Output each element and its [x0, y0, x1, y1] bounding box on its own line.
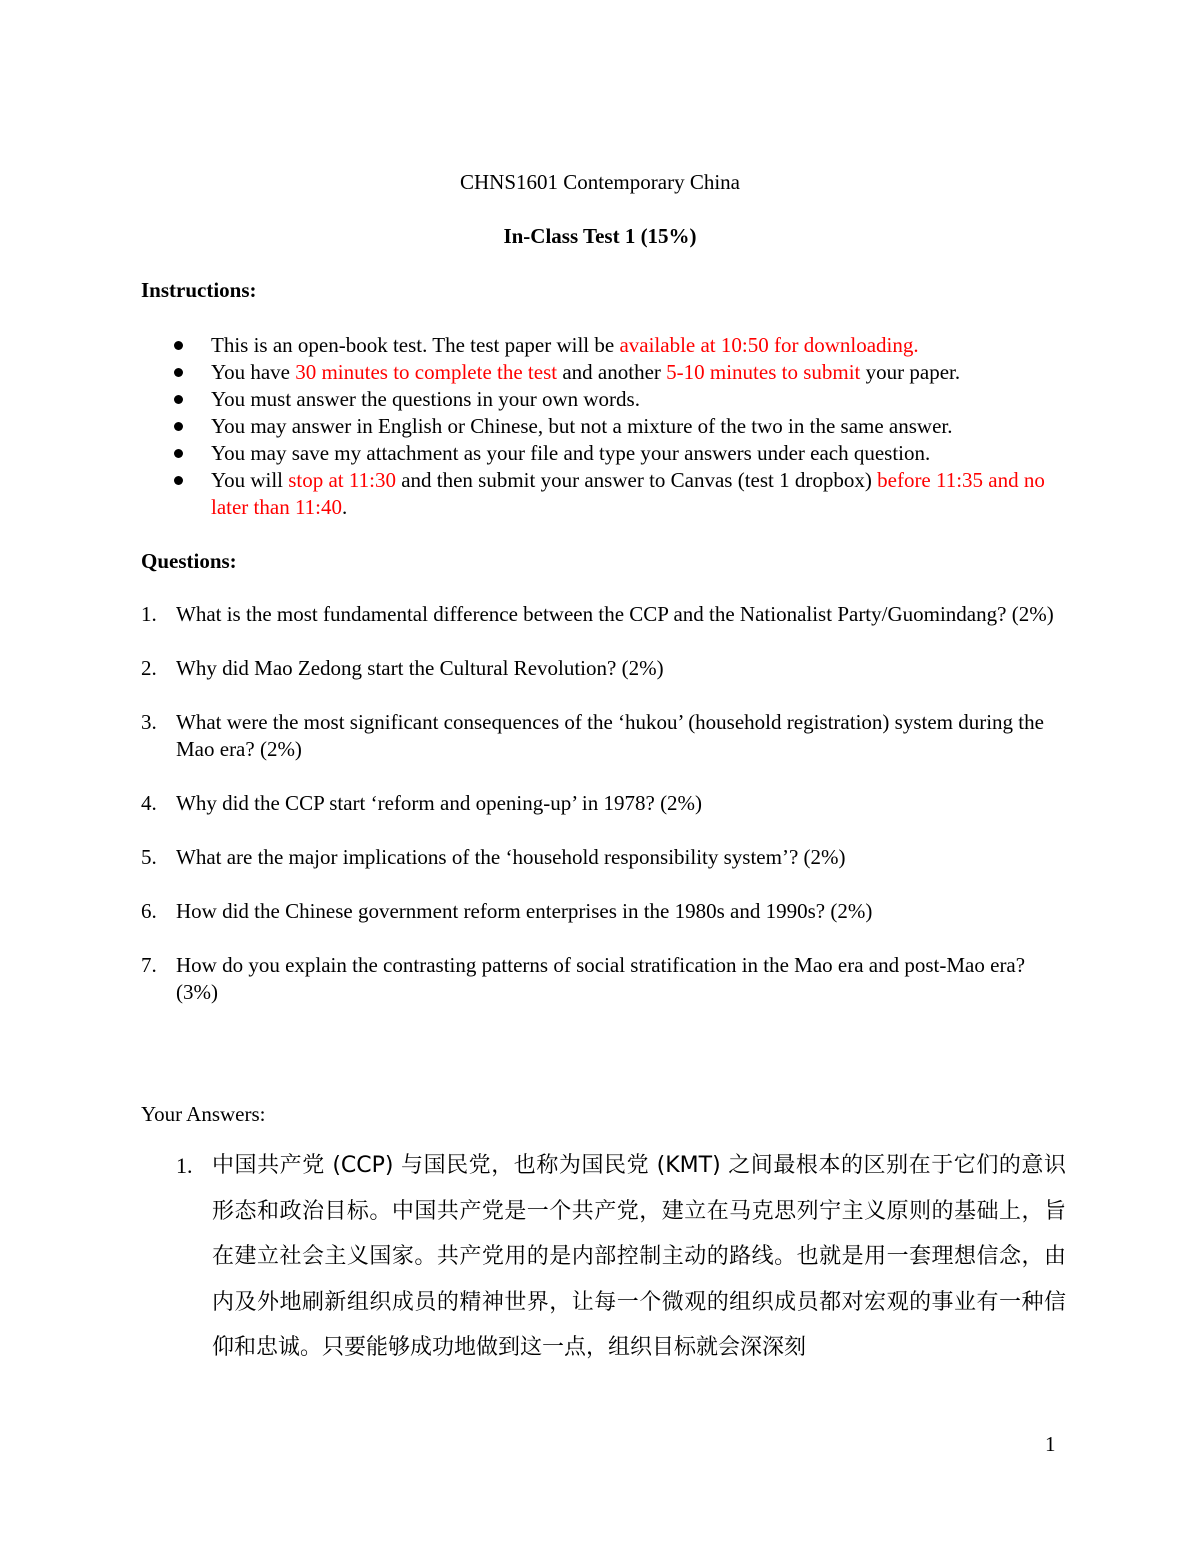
- bullet-icon: [174, 341, 183, 350]
- question-text: What is the most fundamental difference between the CCP and the Nationalist Party/Guomindang? (2%): [176, 602, 1054, 626]
- question-text: What are the major implications of the ‘household responsibility system’? (2%): [176, 845, 846, 869]
- instruction-text: You may answer in English or Chinese, but not a mixture of the two in the same answer.: [211, 414, 953, 438]
- instruction-text: You will: [211, 468, 289, 492]
- answer-number: 1.: [176, 1153, 193, 1178]
- page-number: 1: [1045, 1432, 1056, 1456]
- question-number: 3.: [141, 710, 157, 734]
- question-text: How do you explain the contrasting patterns of social stratification in the Mao era and post-Mao era? (3%): [176, 953, 1026, 1004]
- instructions-heading: Instructions:: [141, 278, 257, 302]
- instruction-highlight: 5-10 minutes to submit: [666, 360, 861, 384]
- instruction-highlight: stop at 11:30: [288, 468, 396, 492]
- bullet-icon: [174, 476, 183, 485]
- instruction-text: and another: [557, 360, 667, 384]
- answer-text: 中国共产党 (CCP) 与国民党，也称为国民党 (KMT) 之间最根本的区别在于它们的意识形态和政治目标。中国共产党是一个共产党，建立在马克思列宁主义原则的基础上，旨在建立社会主义国家。共产党用的是内部控制主动的路线。也就是用一套理想信念，由内及外地刷新组织成员的精神世界，让每一个微观的组织成员都对宏观的事业有一种信仰和忠诚。只要能够成功地做到这一点，组织目标就会深深刻: [212, 1153, 1066, 1360]
- instruction-text: You may save my attachment as your file and type your answers under each question.: [211, 441, 931, 465]
- question-item: [141, 844, 1071, 871]
- instruction-item: [172, 413, 1072, 440]
- question-number: 7.: [141, 953, 157, 977]
- question-number: 2.: [141, 656, 157, 680]
- course-title: CHNS1601 Contemporary China: [460, 170, 740, 194]
- instruction-text: your paper.: [860, 360, 961, 384]
- question-text: Why did the CCP start ‘reform and opening-up’ in 1978? (2%): [176, 791, 703, 815]
- instruction-highlight: available at 10:50 for downloading.: [619, 333, 919, 357]
- question-item: [141, 898, 1071, 925]
- instruction-item: [172, 440, 1072, 467]
- bullet-icon: [174, 368, 183, 377]
- instruction-text: This is an open-book test. The test paper will be: [211, 333, 620, 357]
- question-number: 6.: [141, 899, 157, 923]
- instruction-text: You have: [211, 360, 296, 384]
- instruction-item: [172, 386, 1072, 413]
- question-item: [141, 790, 1071, 817]
- question-item: [141, 952, 1071, 1006]
- question-text: How did the Chinese government reform enterprises in the 1980s and 1990s? (2%): [176, 899, 873, 923]
- instruction-highlight: before 11:35 and no later than 11:40: [211, 468, 1045, 519]
- question-number: 1.: [141, 602, 157, 626]
- instruction-text: You must answer the questions in your own words.: [211, 387, 640, 411]
- instruction-item: [172, 359, 1072, 386]
- bullet-icon: [174, 395, 183, 404]
- question-text: Why did Mao Zedong start the Cultural Revolution? (2%): [176, 656, 664, 680]
- instruction-item: [172, 332, 1072, 359]
- test-title: In-Class Test 1 (15%): [503, 224, 697, 248]
- question-number: 4.: [141, 791, 157, 815]
- instructions-list: [172, 332, 1072, 521]
- instruction-text: .: [342, 495, 348, 519]
- question-number: 5.: [141, 845, 157, 869]
- bullet-icon: [174, 449, 183, 458]
- question-item: [141, 601, 1071, 628]
- question-item: [141, 655, 1071, 682]
- question-text: What were the most significant consequences of the ‘hukou’ (household registration) system during the Mao era? (2%): [176, 710, 1044, 761]
- answers-label: Your Answers:: [141, 1102, 266, 1126]
- instruction-text: and then submit your answer to Canvas (test 1 dropbox): [395, 468, 878, 492]
- bullet-icon: [174, 422, 183, 431]
- question-item: [141, 709, 1071, 763]
- instruction-highlight: 30 minutes to complete the test: [295, 360, 558, 384]
- instruction-item: [172, 467, 1072, 521]
- questions-list: [141, 601, 1071, 1033]
- answer-item: [176, 1143, 1066, 1371]
- questions-heading: Questions:: [141, 549, 237, 573]
